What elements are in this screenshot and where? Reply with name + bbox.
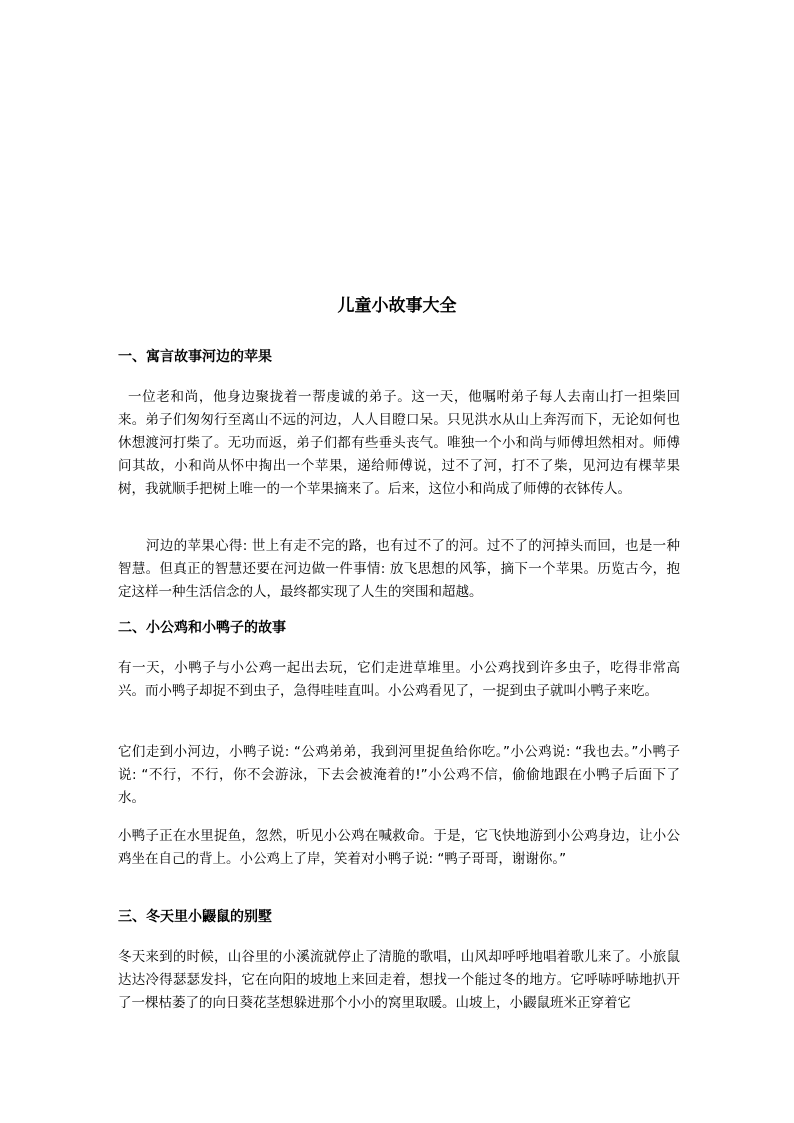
section-1-paragraph-2: 河边的苹果心得: 世上有走不完的路，也有过不了的河。过不了的河掉头而回，也是一种智慧。但真正的智慧还要在河边做一件事情: 放飞思想的风筝，摘下一个苹果。历览古今，抱定这样一种生活信念的人，最终都实现了人生的突围和超越。 [118, 538, 680, 600]
section-2-paragraph-1: 有一天，小鸭子与小公鸡一起出去玩，它们走进草堆里。小公鸡找到许多虫子，吃得非常高兴。而小鸭子却捉不到虫子，急得哇哇直叫。小公鸡看见了，一捉到虫子就叫小鸭子来吃。 [118, 660, 680, 699]
document-title: 儿童小故事大全 [337, 296, 457, 316]
section-heading-2: 二、小公鸡和小鸭子的故事 [118, 620, 286, 636]
section-1-paragraph-1: 一位老和尚，他身边聚拢着一帮虔诚的弟子。这一天，他嘱咐弟子每人去南山打一担柴回来。弟子们匆匆行至离山不远的河边，人人目瞪口呆。只见洪水从山上奔泻而下，无论如何也休想渡河打柴了。无功而返，弟子们都有些垂头丧气。唯独一个小和尚与师傅坦然相对。师傅问其故，小和尚从怀中掏出一个苹果，递给师傅说，过不了河，打不了柴，见河边有棵苹果树，我就顺手把树上唯一的一个苹果摘来了。后来，这位小和尚成了师傅的衣钵传人。 [118, 389, 680, 497]
section-2-paragraph-3: 小鸭子正在水里捉鱼，忽然，听见小公鸡在喊救命。于是，它飞快地游到小公鸡身边，让小公鸡坐在自己的背上。小公鸡上了岸，笑着对小鸭子说: “鸭子哥哥，谢谢你。” [118, 828, 680, 867]
section-2-paragraph-2: 它们走到小河边，小鸭子说: “公鸡弟弟，我到河里捉鱼给你吃。”小公鸡说: “我也去。”小鸭子说: “不行，不行，你不会游泳，下去会被淹着的!”小公鸡不信，偷偷地跟在小鸭子后面下了水。 [118, 744, 680, 806]
section-3-paragraph-1: 冬天来到的时候，山谷里的小溪流就停止了清脆的歌唱，山风却呼呼地唱着歌儿来了。小旅鼠达达冷得瑟瑟发抖，它在向阳的坡地上来回走着，想找一个能过冬的地方。它呼哧呼哧地扒开了一棵枯萎了的向日葵花茎想躲进那个小小的窝里取暖。山坡上，小鼹鼠班米正穿着它 [118, 949, 680, 1011]
section-heading-3: 三、冬天里小鼹鼠的别墅 [118, 909, 272, 925]
section-heading-1: 一、寓言故事河边的苹果 [118, 349, 272, 365]
